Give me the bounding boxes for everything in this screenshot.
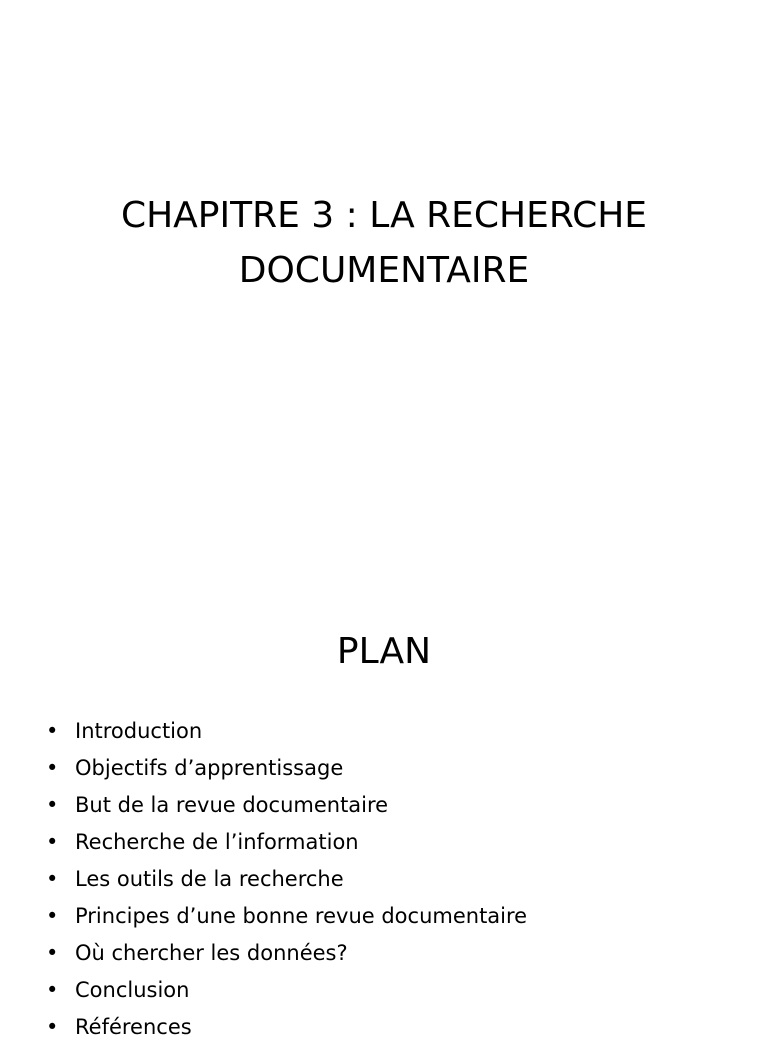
plan-item-label: Recherche de l’information	[75, 830, 359, 854]
bullet-icon: •	[46, 793, 59, 817]
plan-item-label: Introduction	[75, 719, 203, 743]
plan-item-label: Conclusion	[75, 978, 190, 1002]
plan-item-label: Principes d’une bonne revue documentaire	[75, 904, 528, 928]
plan-item-references	[40, 1009, 740, 1046]
plan-item-label: Objectifs d’apprentissage	[75, 756, 344, 780]
plan-item-label: Où chercher les données?	[75, 941, 348, 965]
plan-list	[40, 713, 740, 1046]
plan-item-conclusion	[40, 972, 740, 1009]
bullet-icon: •	[46, 904, 59, 928]
bullet-icon: •	[46, 941, 59, 965]
bullet-icon: •	[46, 978, 59, 1002]
plan-item-ou-chercher	[40, 935, 740, 972]
plan-item-outils	[40, 861, 740, 898]
bullet-icon: •	[46, 830, 59, 854]
plan-item-label: But de la revue documentaire	[75, 793, 389, 817]
plan-item-but	[40, 787, 740, 824]
plan-item-label: Références	[75, 1015, 192, 1039]
bullet-icon: •	[46, 867, 59, 891]
plan-heading: PLAN	[336, 631, 432, 672]
bullet-icon: •	[46, 756, 59, 780]
plan-item-label: Les outils de la recherche	[75, 867, 344, 891]
chapter-title: CHAPITRE 3 : LA RECHERCHE DOCUMENTAIRE	[120, 195, 648, 291]
bullet-icon: •	[46, 1015, 59, 1039]
plan-item-recherche	[40, 824, 740, 861]
bullet-icon: •	[46, 719, 59, 743]
plan-item-introduction	[40, 713, 740, 750]
plan-item-principes	[40, 898, 740, 935]
plan-item-objectifs	[40, 750, 740, 787]
